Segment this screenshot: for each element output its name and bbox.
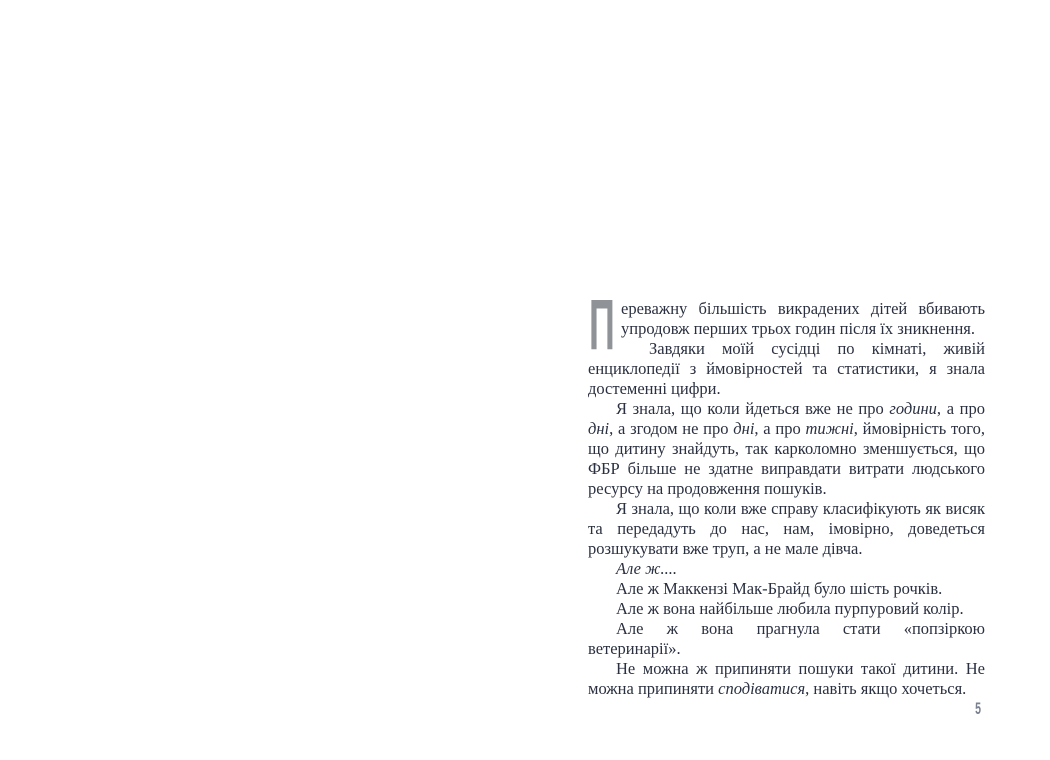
paragraph	[588, 339, 985, 399]
paragraph	[588, 283, 985, 365]
page-number: 5	[975, 699, 981, 718]
chapter-body-text	[588, 283, 986, 699]
text-segment-italic: дні	[733, 419, 755, 438]
text-segment-italic: години	[889, 399, 937, 418]
paragraph	[588, 619, 985, 659]
text-segment: , а про	[936, 399, 985, 418]
text-segment-italic: сподіватися	[718, 679, 806, 698]
paragraph	[588, 399, 985, 499]
text-segment: , а про	[754, 419, 806, 438]
text-segment: Завдяки моїй сусідці по кімнаті, живій енциклопедії з ймовірностей та статистики, я знала достеменні цифри.	[588, 339, 985, 398]
text-segment-italic: Але ж....	[616, 559, 677, 578]
text-segment-italic: тижні	[805, 419, 854, 438]
paragraph	[588, 659, 985, 699]
text-segment: , ймовірність того, що дитину знайдуть, так карколомно зменшується, що ФБР більше не здатне виправдати витрати людського ресурсу на продовження пошуків.	[588, 419, 986, 498]
text-segment: Але ж Маккензі Мак-Брайд було шість рочків.	[616, 579, 943, 598]
paragraph	[588, 559, 985, 579]
text-segment: ереважну більшість викрадених дітей вбивають упродовж перших трьох годин після їх зникнення.	[621, 299, 985, 338]
text-segment: Але ж вона прагнула стати «попзіркою ветеринарії».	[588, 619, 985, 658]
text-segment-italic: дні	[588, 419, 610, 438]
text-segment: Але ж вона найбільше любила пурпуровий колір.	[616, 599, 964, 618]
text-segment: , навіть якщо хочеться.	[805, 679, 967, 698]
drop-cap: П	[589, 283, 615, 365]
text-segment: , а згодом не про	[609, 419, 734, 438]
text-segment: Я знала, що коли йдеться вже не про	[616, 399, 890, 418]
paragraph	[588, 499, 985, 559]
paragraph	[588, 579, 985, 599]
right-page	[525, 0, 1050, 760]
paragraph	[588, 599, 985, 619]
text-segment: Не можна ж припиняти пошуки такої дитини. Не можна припиняти	[588, 659, 985, 698]
text-segment: Я знала, що коли вже справу класифікують як висяк та передадуть до нас, нам, імовірно, доведеться розшукувати вже труп, а не мале дівча.	[588, 499, 985, 558]
